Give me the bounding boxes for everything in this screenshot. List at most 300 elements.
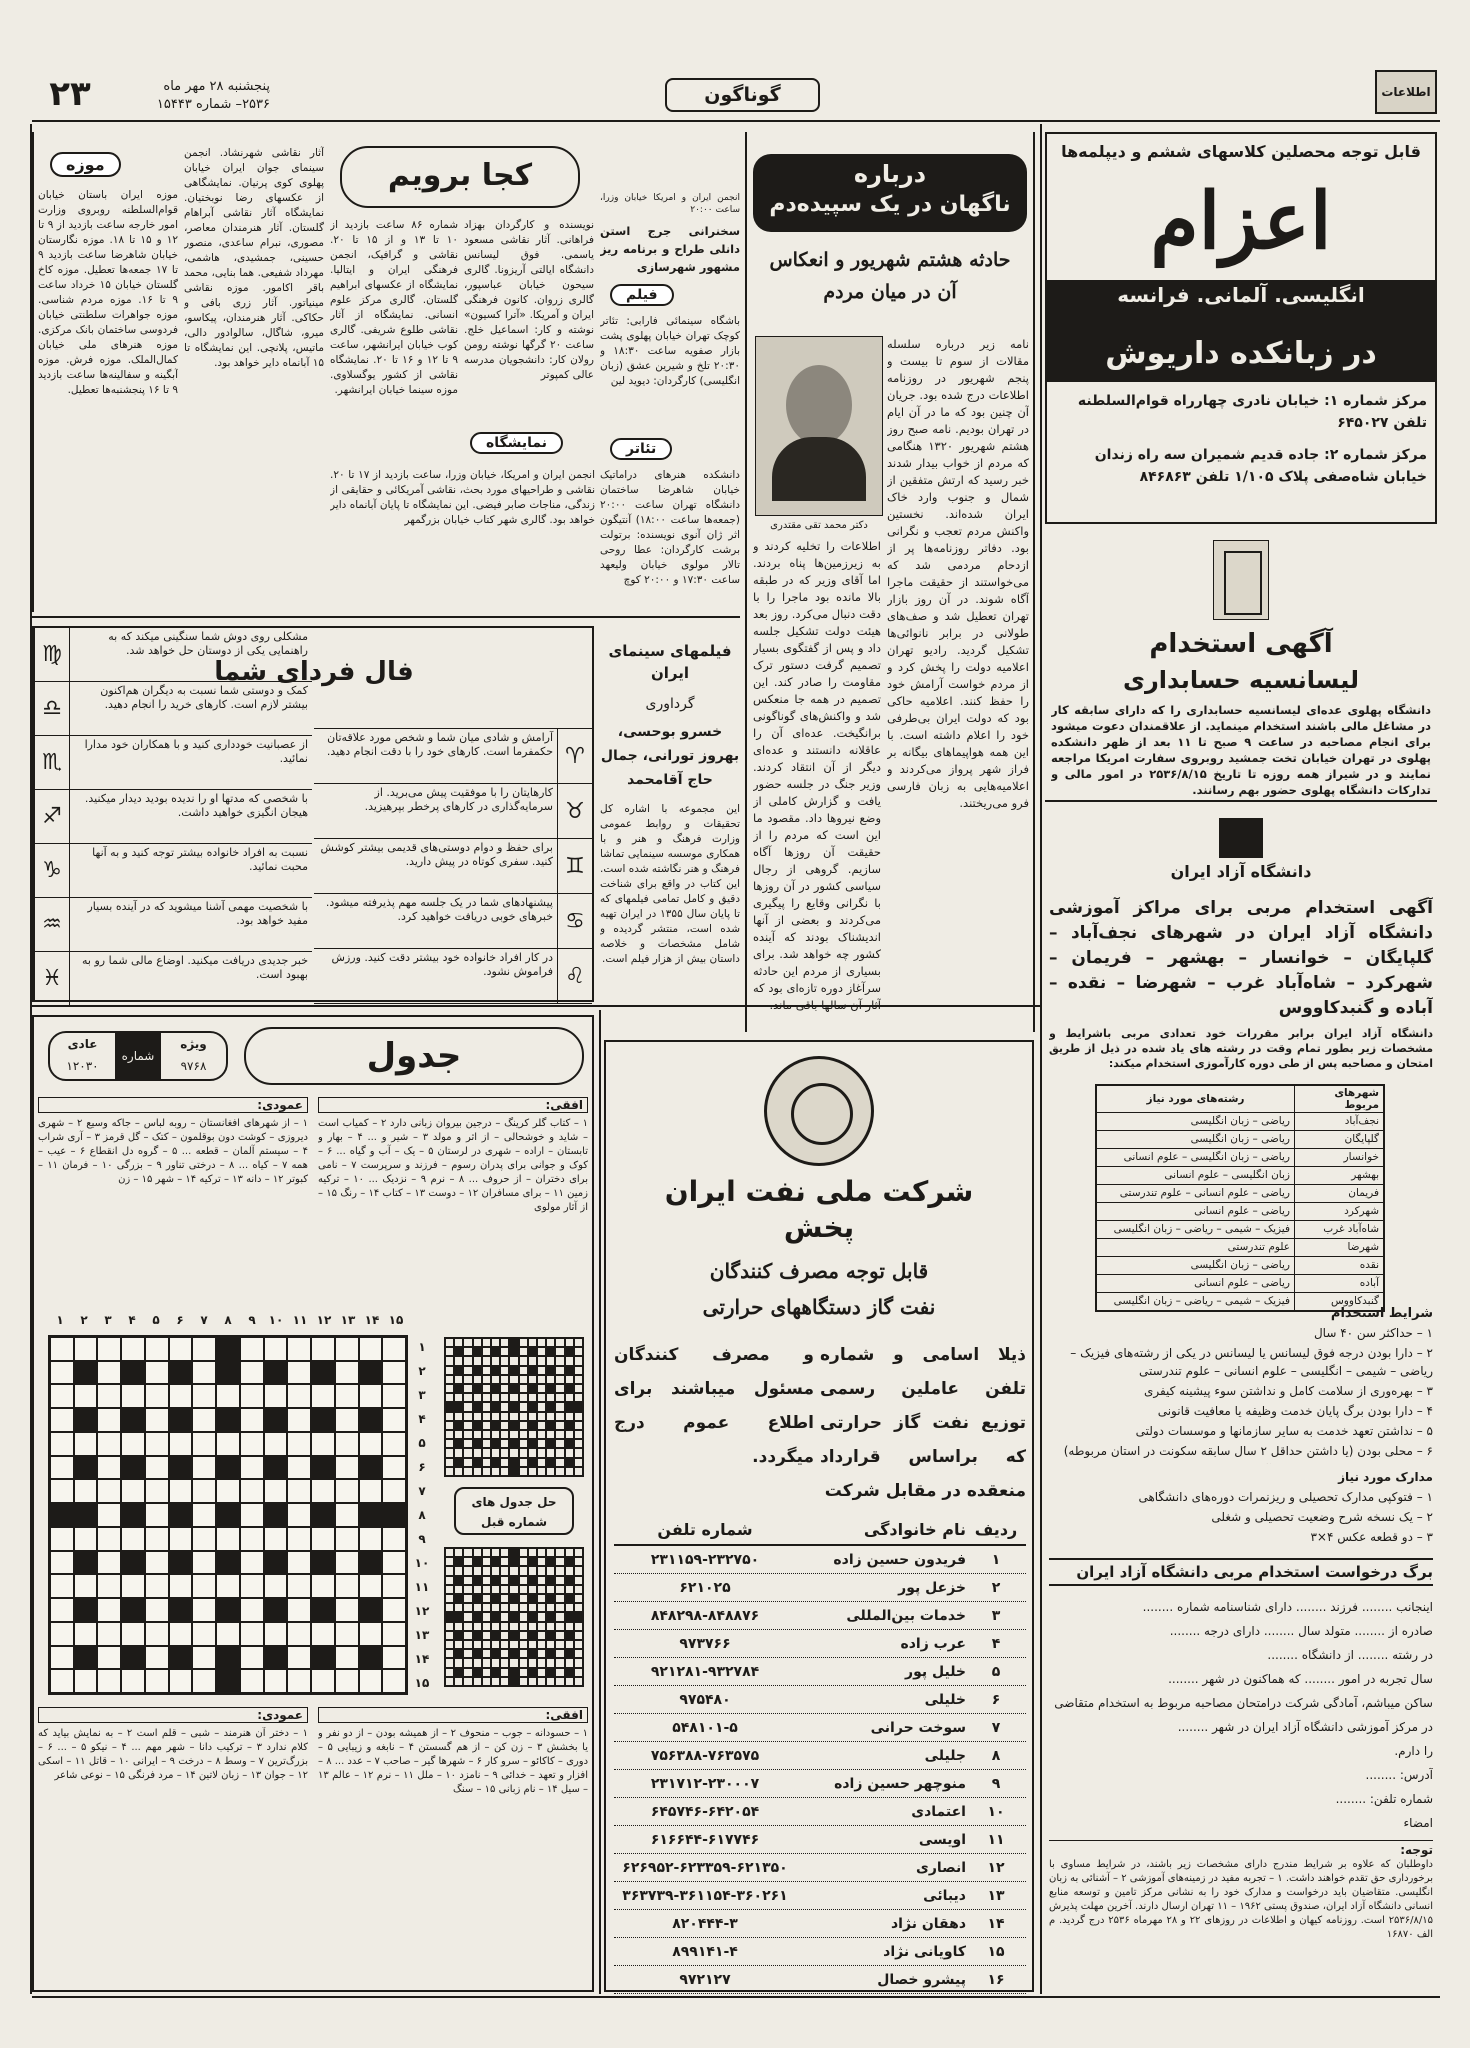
table-row (614, 1630, 1026, 1658)
crossword-cell[interactable] (97, 1432, 121, 1456)
crossword-cell[interactable] (169, 1669, 193, 1693)
crossword-cell[interactable] (240, 1646, 264, 1670)
crossword-cell[interactable] (335, 1551, 359, 1575)
crossword-cell[interactable] (121, 1669, 145, 1693)
crossword-cell[interactable] (240, 1384, 264, 1408)
crossword-cell[interactable] (97, 1408, 121, 1432)
crossword-cell[interactable] (287, 1574, 311, 1598)
crossword-cell[interactable] (50, 1361, 74, 1385)
solution-cell (473, 1421, 482, 1430)
solution-cell (528, 1366, 537, 1375)
oil-cell-phone: ۶۱۶۶۴۴-۶۱۷۷۴۶ (650, 1831, 760, 1848)
solution-cell (445, 1576, 454, 1585)
solution-cell (454, 1631, 463, 1640)
solution-cell (528, 1640, 537, 1649)
solution-cell (454, 1585, 463, 1594)
crossword-cell[interactable] (216, 1432, 240, 1456)
solution-cell (445, 1338, 454, 1347)
solution-cell (491, 1658, 500, 1667)
solution-cell (537, 1631, 546, 1640)
crossword-cell[interactable] (287, 1669, 311, 1693)
crossword-cell[interactable] (50, 1456, 74, 1480)
crossword-cell[interactable] (382, 1646, 406, 1670)
crossword-cell[interactable] (97, 1503, 121, 1527)
crossword-cell[interactable] (50, 1574, 74, 1598)
crossword-cell[interactable] (145, 1527, 169, 1551)
crossword-cell[interactable] (97, 1646, 121, 1670)
crossword-cell[interactable] (382, 1384, 406, 1408)
solution-cell (565, 1467, 574, 1476)
author-photo (755, 336, 883, 516)
oil-cell-phone: ۸۹۹۱۴۱-۴ (672, 1943, 738, 1960)
crossword-cell[interactable] (287, 1361, 311, 1385)
crossword-cell (169, 1456, 193, 1480)
solution-cell (454, 1548, 463, 1557)
crossword-cell[interactable] (145, 1646, 169, 1670)
row-number: ۱۵ (414, 1676, 430, 1690)
crossword-cell[interactable] (311, 1479, 335, 1503)
crossword-cell[interactable] (169, 1432, 193, 1456)
crossword-cell[interactable] (311, 1432, 335, 1456)
crossword-cell[interactable] (97, 1456, 121, 1480)
crossword-cell[interactable] (382, 1408, 406, 1432)
crossword-cell[interactable] (287, 1384, 311, 1408)
crossword-cell[interactable] (169, 1574, 193, 1598)
solution-cell (565, 1576, 574, 1585)
section-title: گوناگون (665, 78, 820, 112)
solution-cell (565, 1412, 574, 1421)
crossword-cell[interactable] (50, 1337, 74, 1361)
solution-cell (574, 1557, 583, 1566)
horoscope-entry (314, 784, 592, 839)
crossword-cell[interactable] (121, 1337, 145, 1361)
crossword-cell[interactable] (335, 1669, 359, 1693)
crossword-cell[interactable] (335, 1479, 359, 1503)
crossword-cell[interactable] (240, 1574, 264, 1598)
solution-cell (528, 1448, 537, 1457)
solution-cell (500, 1448, 509, 1457)
crossword-cell[interactable] (335, 1384, 359, 1408)
crossword-cell[interactable] (382, 1337, 406, 1361)
crossword-cell[interactable] (169, 1384, 193, 1408)
crossword-cell[interactable] (121, 1527, 145, 1551)
crossword-cell[interactable] (192, 1646, 216, 1670)
solution-cell (509, 1640, 518, 1649)
crossword-cell[interactable] (169, 1479, 193, 1503)
crossword-cell[interactable] (216, 1574, 240, 1598)
solution-cell (537, 1421, 546, 1430)
azam-top-line: قابل توجه محصلین کلاسهای ششم و دیپلمه‌ها (1061, 142, 1421, 161)
crossword-cell[interactable] (287, 1527, 311, 1551)
crossword-cell[interactable] (169, 1622, 193, 1646)
oil-cell-n: ۷ (991, 1719, 1001, 1736)
crossword-cell[interactable] (169, 1337, 193, 1361)
table-cell-fields: ریاضی – علوم انسانی (1096, 1203, 1295, 1221)
solution-cell (519, 1356, 528, 1365)
crossword-cell (74, 1646, 98, 1670)
crossword-cell[interactable] (74, 1622, 98, 1646)
crossword-cell[interactable] (240, 1432, 264, 1456)
page-number: ۲۳ (49, 74, 91, 114)
solution-cell (500, 1356, 509, 1365)
solution-cell (482, 1557, 491, 1566)
crossword-cell[interactable] (216, 1622, 240, 1646)
crossword-cell[interactable] (50, 1598, 74, 1622)
crossword-grid[interactable] (48, 1335, 408, 1695)
crossword-cell[interactable] (311, 1669, 335, 1693)
crossword-cell[interactable] (335, 1598, 359, 1622)
crossword-cell[interactable] (97, 1622, 121, 1646)
crossword-cell[interactable] (192, 1551, 216, 1575)
solution-cell (528, 1393, 537, 1402)
solution-cell (454, 1338, 463, 1347)
crossword-cell[interactable] (240, 1669, 264, 1693)
table-cell-city: آباده (1295, 1275, 1385, 1293)
crossword-cell[interactable] (335, 1408, 359, 1432)
oil-cell-n: ۹ (991, 1775, 1001, 1792)
solution-cell (509, 1622, 518, 1631)
crossword-cell[interactable] (74, 1384, 98, 1408)
crossword-cell[interactable] (97, 1598, 121, 1622)
solution-cell (445, 1658, 454, 1667)
azad-logo-text: دانشگاه آزاد ایران (1170, 862, 1312, 881)
crossword-cell[interactable] (145, 1384, 169, 1408)
crossword-cell[interactable] (74, 1669, 98, 1693)
solution-cell (555, 1430, 564, 1439)
crossword-cell[interactable] (382, 1551, 406, 1575)
row-number: ۴ (418, 1412, 426, 1426)
crossword-cell[interactable] (192, 1408, 216, 1432)
crossword-cell[interactable] (192, 1598, 216, 1622)
crossword-cell[interactable] (192, 1384, 216, 1408)
solution-cell (574, 1439, 583, 1448)
crossword-cell[interactable] (50, 1527, 74, 1551)
crossword-cell[interactable] (50, 1622, 74, 1646)
crossword-cell[interactable] (50, 1646, 74, 1670)
crossword-cell[interactable] (287, 1551, 311, 1575)
crossword-cell[interactable] (192, 1574, 216, 1598)
museum-tag-label: موزه (50, 152, 121, 177)
solution-cell (528, 1576, 537, 1585)
crossword-cell[interactable] (97, 1527, 121, 1551)
crossword-cell[interactable] (240, 1456, 264, 1480)
crossword-cell[interactable] (287, 1456, 311, 1480)
form-line: سال تجربه در امور ........ که هماکنون در شهر ........ (1168, 1672, 1433, 1686)
solution-cell (519, 1594, 528, 1603)
crossword-cell[interactable] (121, 1622, 145, 1646)
crossword-cell[interactable] (335, 1432, 359, 1456)
crossword-cell[interactable] (74, 1337, 98, 1361)
article-sept8 (745, 132, 1035, 1032)
crossword-cell[interactable] (121, 1574, 145, 1598)
horizontal-label: افقی: (318, 1097, 588, 1113)
crossword-cell[interactable] (382, 1574, 406, 1598)
solution-cell (500, 1439, 509, 1448)
solution-cell (454, 1402, 463, 1411)
crossword-cell[interactable] (169, 1527, 193, 1551)
solution-cell (482, 1668, 491, 1677)
solution-cell (537, 1439, 546, 1448)
solution-cell (482, 1576, 491, 1585)
crossword-cell[interactable] (311, 1384, 335, 1408)
crossword-cell[interactable] (335, 1527, 359, 1551)
crossword-cell[interactable] (264, 1574, 288, 1598)
crossword-cell[interactable] (192, 1456, 216, 1480)
crossword-cell[interactable] (145, 1669, 169, 1693)
theatre-tag (610, 438, 672, 460)
crossword-cell[interactable] (359, 1669, 383, 1693)
solution-cell (509, 1448, 518, 1457)
solution-cell (454, 1612, 463, 1621)
crossword-cell[interactable] (359, 1527, 383, 1551)
solution-cell (574, 1375, 583, 1384)
crossword-cell[interactable] (382, 1527, 406, 1551)
crossword-cell[interactable] (97, 1574, 121, 1598)
crossword-cell[interactable] (335, 1503, 359, 1527)
crossword-cell[interactable] (359, 1622, 383, 1646)
oil-cell-n: ۱۲ (987, 1859, 1005, 1876)
crossword-cell[interactable] (382, 1622, 406, 1646)
solution-cell (537, 1677, 546, 1686)
solution-cell (500, 1421, 509, 1430)
crossword-cell[interactable] (240, 1551, 264, 1575)
crossword-cell[interactable] (50, 1408, 74, 1432)
crossword-cell (74, 1598, 98, 1622)
solution-cell (537, 1557, 546, 1566)
crossword-cell[interactable] (121, 1384, 145, 1408)
crossword-cell[interactable] (240, 1503, 264, 1527)
crossword-cell[interactable] (145, 1361, 169, 1385)
crossword-cell[interactable] (97, 1337, 121, 1361)
crossword-cell[interactable] (359, 1384, 383, 1408)
crossword-cell[interactable] (311, 1574, 335, 1598)
solution-cell (546, 1384, 555, 1393)
solution-cell (574, 1548, 583, 1557)
solution-cell (500, 1594, 509, 1603)
crossword-cell[interactable] (192, 1503, 216, 1527)
film-text: باشگاه سینمائی فارابی: تئاتر کوچک تهران خیابان پهلوی پشت بازار صفویه ساعت ۱۸:۳۰ و ۲۰:۳۰ تلخ و شیرین عشق (زبان انگلیسی) کارگردان: دیوید لین (600, 315, 740, 387)
crossword-cell[interactable] (311, 1527, 335, 1551)
horoscope-entry (314, 729, 592, 784)
oil-table-rows (614, 1546, 1026, 1994)
crossword-cell[interactable] (145, 1337, 169, 1361)
table-row (1096, 1275, 1384, 1293)
crossword-cell[interactable] (50, 1384, 74, 1408)
crossword-cell (359, 1551, 383, 1575)
solution-cell (491, 1594, 500, 1603)
application-form (1049, 1596, 1433, 1836)
museum-text-right: آثار نقاشی شهرنشاد. انجمن سینمای جوان ایران خیابان پهلوی کوی پرنیان. نمایشگاهی از عکسهای رضا نوبختیان. نمایشگاه آثار نقاشی آبراهام گلستان. آثار هنرمندان معاصر، مصوری، نبرام ساعدی، منصور حسینی، جمشیدی، هاشمی، مهرداد شفیعی. هما بنایی، محمد باقر اکامور. موزه نقاشی مینیاتور. آثار زری بافی و حکاکی. آثار هنرمندان، پیکاسو، میرو، شاگال، سالوادور دالی، ماتیس، پلانچی. این نمایشگاه تا ۱۵ آبانماه دایر خواهد بود. (184, 147, 324, 369)
crossword-cell[interactable] (264, 1479, 288, 1503)
date-line: پنجشنبه ۲۸ مهر ماه (163, 79, 270, 94)
crossword-cell[interactable] (240, 1622, 264, 1646)
crossword-cell[interactable] (216, 1384, 240, 1408)
crossword-cell[interactable] (287, 1408, 311, 1432)
table-row (1096, 1257, 1384, 1275)
article-title-box (753, 154, 1027, 232)
row-number: ۱۱ (414, 1580, 430, 1594)
crossword-cell[interactable] (264, 1527, 288, 1551)
horoscope-entry (35, 736, 312, 790)
crossword-cell[interactable] (264, 1432, 288, 1456)
solution-cell (482, 1658, 491, 1667)
crossword-cell[interactable] (287, 1646, 311, 1670)
oil-cell-phone: ۶۲۱۰۲۵ (679, 1579, 731, 1596)
crossword-cell[interactable] (145, 1598, 169, 1622)
solution-cell (565, 1402, 574, 1411)
solution-cell (574, 1640, 583, 1649)
crossword-cell[interactable] (359, 1479, 383, 1503)
crossword-cell[interactable] (97, 1479, 121, 1503)
crossword-cell[interactable] (121, 1479, 145, 1503)
crossword-cell[interactable] (240, 1361, 264, 1385)
solution-cell (565, 1631, 574, 1640)
solution-cell (537, 1448, 546, 1457)
crossword-cell[interactable] (145, 1574, 169, 1598)
table-row (1096, 1203, 1384, 1221)
crossword-cell[interactable] (50, 1551, 74, 1575)
solution-cell (473, 1356, 482, 1365)
solution-cell (519, 1347, 528, 1356)
crossword-cell (359, 1456, 383, 1480)
azam-ad (1045, 132, 1437, 524)
solution-cell (500, 1384, 509, 1393)
crossword-cell[interactable] (145, 1456, 169, 1480)
solution-cell (528, 1384, 537, 1393)
column-number: ۱۱ (292, 1313, 308, 1327)
crossword-cell[interactable] (382, 1432, 406, 1456)
crossword-cell[interactable] (287, 1503, 311, 1527)
crossword-cell[interactable] (382, 1456, 406, 1480)
solution-cell (482, 1548, 491, 1557)
form-line: صادره از ........ متولد سال ........ دارای درجه ........ (1169, 1624, 1433, 1638)
solution-cell (454, 1412, 463, 1421)
crossword-cell[interactable] (74, 1432, 98, 1456)
crossword-cell[interactable] (287, 1479, 311, 1503)
crossword-cell[interactable] (216, 1527, 240, 1551)
crossword-cell[interactable] (97, 1551, 121, 1575)
crossword-cell[interactable] (240, 1408, 264, 1432)
crossword-cell[interactable] (74, 1527, 98, 1551)
solution-cell (565, 1677, 574, 1686)
crossword-cell[interactable] (97, 1361, 121, 1385)
crossword-cell[interactable] (216, 1479, 240, 1503)
azam-brand: اعزام (1150, 176, 1332, 267)
crossword-cell[interactable] (264, 1384, 288, 1408)
crossword-cell[interactable] (311, 1622, 335, 1646)
crossword-cell[interactable] (50, 1432, 74, 1456)
crossword-cell[interactable] (359, 1432, 383, 1456)
crossword-cell[interactable] (264, 1622, 288, 1646)
crossword-cell[interactable] (145, 1622, 169, 1646)
table-cell-city: فریمان (1295, 1185, 1385, 1203)
crossword-cell[interactable] (382, 1361, 406, 1385)
horoscope-entry (314, 949, 592, 1004)
crossword-cell (311, 1408, 335, 1432)
crossword-cell[interactable] (335, 1361, 359, 1385)
crossword-cell[interactable] (145, 1503, 169, 1527)
solution-cell (491, 1649, 500, 1658)
cinema-director: گرداوری (645, 696, 695, 712)
crossword-cell[interactable] (359, 1337, 383, 1361)
crossword-cell[interactable] (335, 1646, 359, 1670)
crossword-cell[interactable] (382, 1598, 406, 1622)
crossword-cell[interactable] (192, 1527, 216, 1551)
crossword-cell[interactable] (145, 1432, 169, 1456)
crossword-cell[interactable] (192, 1337, 216, 1361)
crossword-cell[interactable] (145, 1551, 169, 1575)
crossword-cell[interactable] (264, 1669, 288, 1693)
crossword-cell[interactable] (240, 1479, 264, 1503)
column-number: ۷ (200, 1313, 208, 1327)
crossword-cell (121, 1503, 145, 1527)
solution-cell (454, 1393, 463, 1402)
crossword-cell[interactable] (97, 1384, 121, 1408)
solution-cell (574, 1384, 583, 1393)
crossword-cell[interactable] (240, 1527, 264, 1551)
crossword-cell[interactable] (192, 1669, 216, 1693)
crossword-cell[interactable] (74, 1479, 98, 1503)
solution-cell (528, 1467, 537, 1476)
solution-cell (445, 1622, 454, 1631)
crossword-cell[interactable] (335, 1456, 359, 1480)
crossword-cell[interactable] (240, 1337, 264, 1361)
crossword-cell[interactable] (192, 1432, 216, 1456)
crossword-cell[interactable] (359, 1574, 383, 1598)
solution-cell (482, 1603, 491, 1612)
crossword-cell[interactable] (192, 1479, 216, 1503)
crossword-cell[interactable] (335, 1622, 359, 1646)
crossword-cell[interactable] (240, 1598, 264, 1622)
crossword-title-box (244, 1027, 584, 1085)
crossword-cell[interactable] (192, 1361, 216, 1385)
crossword-cell[interactable] (335, 1337, 359, 1361)
crossword-cell[interactable] (382, 1669, 406, 1693)
row-number: ۵ (418, 1436, 426, 1450)
crossword-cell[interactable] (382, 1479, 406, 1503)
solution-cell (463, 1576, 472, 1585)
solution-cell (537, 1366, 546, 1375)
solution-cell (537, 1384, 546, 1393)
crossword-cell[interactable] (287, 1432, 311, 1456)
crossword-cell[interactable] (264, 1337, 288, 1361)
crossword-cell[interactable] (311, 1337, 335, 1361)
solution-cell (473, 1640, 482, 1649)
crossword-cell[interactable] (335, 1574, 359, 1598)
form-line: در رشته ........ از دانشگاه ........ (1267, 1648, 1433, 1662)
prev-solution-label: حل جدول های شماره قبل (454, 1487, 574, 1535)
solution-cell (509, 1375, 518, 1384)
table-cell-fields: ریاضی – علوم انسانی (1096, 1275, 1295, 1293)
crossword-cell[interactable] (287, 1622, 311, 1646)
solution-cell (574, 1622, 583, 1631)
solution-cell (491, 1393, 500, 1402)
crossword-cell[interactable] (121, 1432, 145, 1456)
crossword-cell[interactable] (50, 1669, 74, 1693)
crossword-cell[interactable] (74, 1574, 98, 1598)
solution-cell (500, 1603, 509, 1612)
crossword-cell[interactable] (192, 1622, 216, 1646)
crossword-cell[interactable] (145, 1408, 169, 1432)
crossword-cell (311, 1361, 335, 1385)
oil-cell-phone: ۲۳۱۷۱۲-۲۳۰۰۰۷ (650, 1775, 760, 1792)
crossword-cell[interactable] (145, 1479, 169, 1503)
crossword-cell[interactable] (97, 1669, 121, 1693)
crossword-cell[interactable] (287, 1598, 311, 1622)
crossword-cell[interactable] (50, 1479, 74, 1503)
solution-cell (445, 1612, 454, 1621)
crossword-cell[interactable] (287, 1337, 311, 1361)
